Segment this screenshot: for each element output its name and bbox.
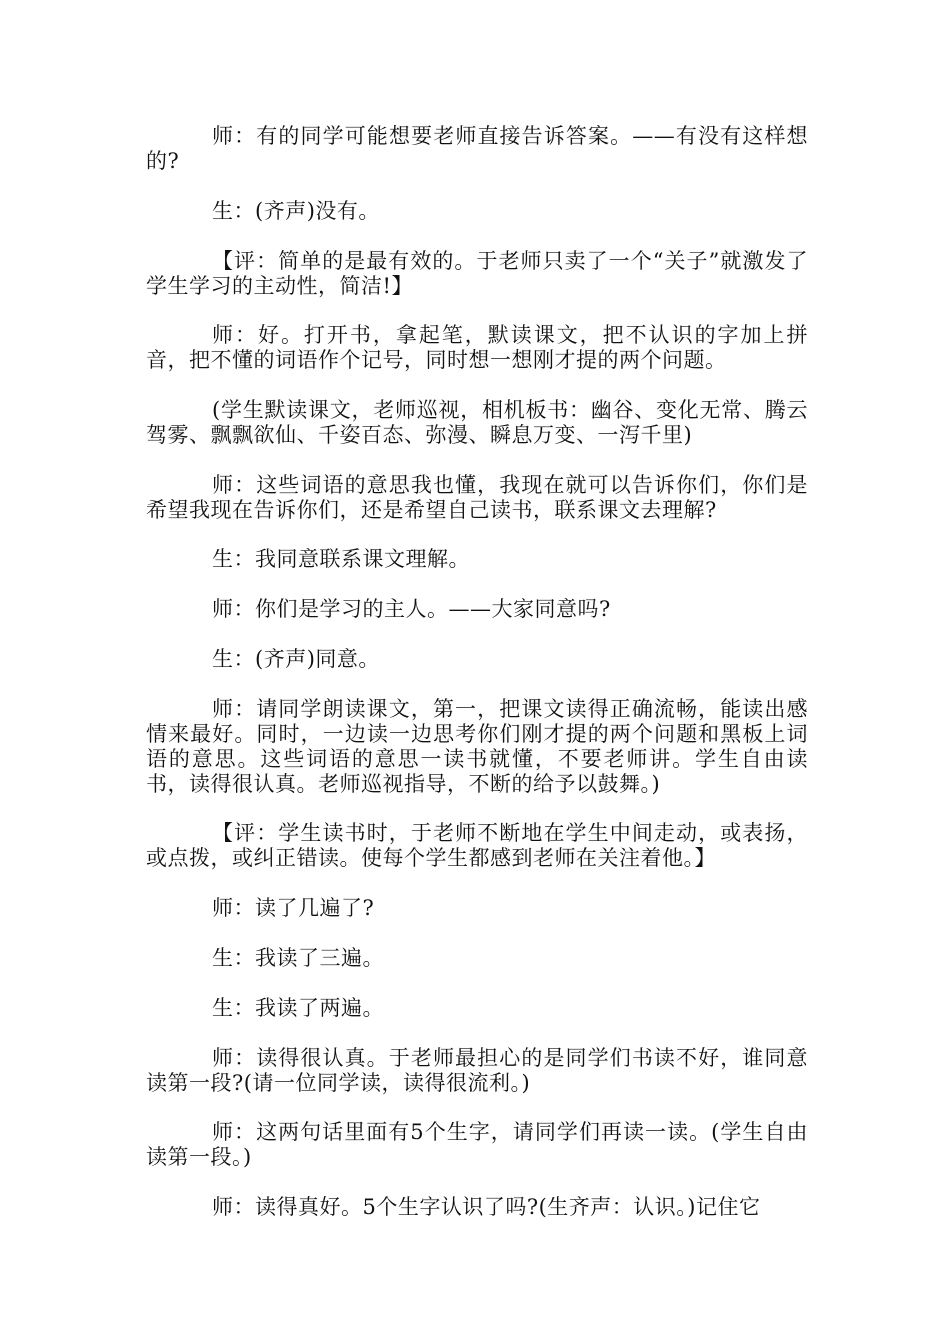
paragraph-teacher-instruction: 师：好。打开书，拿起笔，默读课文，把不认识的字加上拼音，把不懂的词语作个记号，同时想一想刚才提的两个问题。 [146,323,808,372]
paragraph-teacher-how-many: 师：读了几遍了? [212,896,375,920]
paragraph-teacher-question: 师：有的同学可能想要老师直接告诉答案。——有没有这样想的? [146,124,808,173]
paragraph-teacher-masters: 师：你们是学习的主人。——大家同意吗? [212,597,611,621]
paragraph-blackboard-words: (学生默读课文，老师巡视，相机板书：幽谷、变化无常、腾云驾雾、飘飘欲仙、千姿百态、弥漫、瞬息万变、一泻千里) [146,398,808,447]
paragraph-comment-2: 【评：学生读书时，于老师不断地在学生中间走动，或表扬，或点拨，或纠正错读。使每个学生都感到老师在关注着他。】 [146,821,808,870]
paragraph-teacher-choice: 师：这些词语的意思我也懂，我现在就可以告诉你们，你们是希望我现在告诉你们，还是希望自己读书，联系课文去理解? [146,473,808,522]
paragraph-student-three: 生：我读了三遍。 [212,946,384,970]
paragraph-student-chorus: 生：(齐声)同意。 [212,647,380,671]
paragraph-comment-1: 【评：简单的是最有效的。于老师只卖了一个“关子”就激发了学生学习的主动性，简洁!】 [146,249,808,298]
paragraph-student-reply: 生：(齐声)没有。 [212,199,380,223]
paragraph-teacher-first-section: 师：读得很认真。于老师最担心的是同学们书读不好，谁同意读第一段?(请一位同学读，读得很流利。) [146,1046,808,1095]
paragraph-teacher-reading: 师：请同学朗读课文，第一，把课文读得正确流畅，能读出感情来最好。同时，一边读一边思考你们刚才提的两个问题和黑板上词语的意思。这些词语的意思一读书就懂，不要老师讲。学生自由读书，读得很认真。老师巡视指导，不断的给予以鼓舞。) [146,697,808,796]
paragraph-teacher-praise: 师：读得真好。5个生字认识了吗?(生齐声：认识。)记住它 [212,1195,761,1219]
paragraph-student-agree: 生：我同意联系课文理解。 [212,547,470,571]
paragraph-student-two: 生：我读了两遍。 [212,996,384,1020]
paragraph-teacher-new-words: 师：这两句话里面有5个生字，请同学们再读一读。(学生自由读第一段。) [146,1120,808,1169]
